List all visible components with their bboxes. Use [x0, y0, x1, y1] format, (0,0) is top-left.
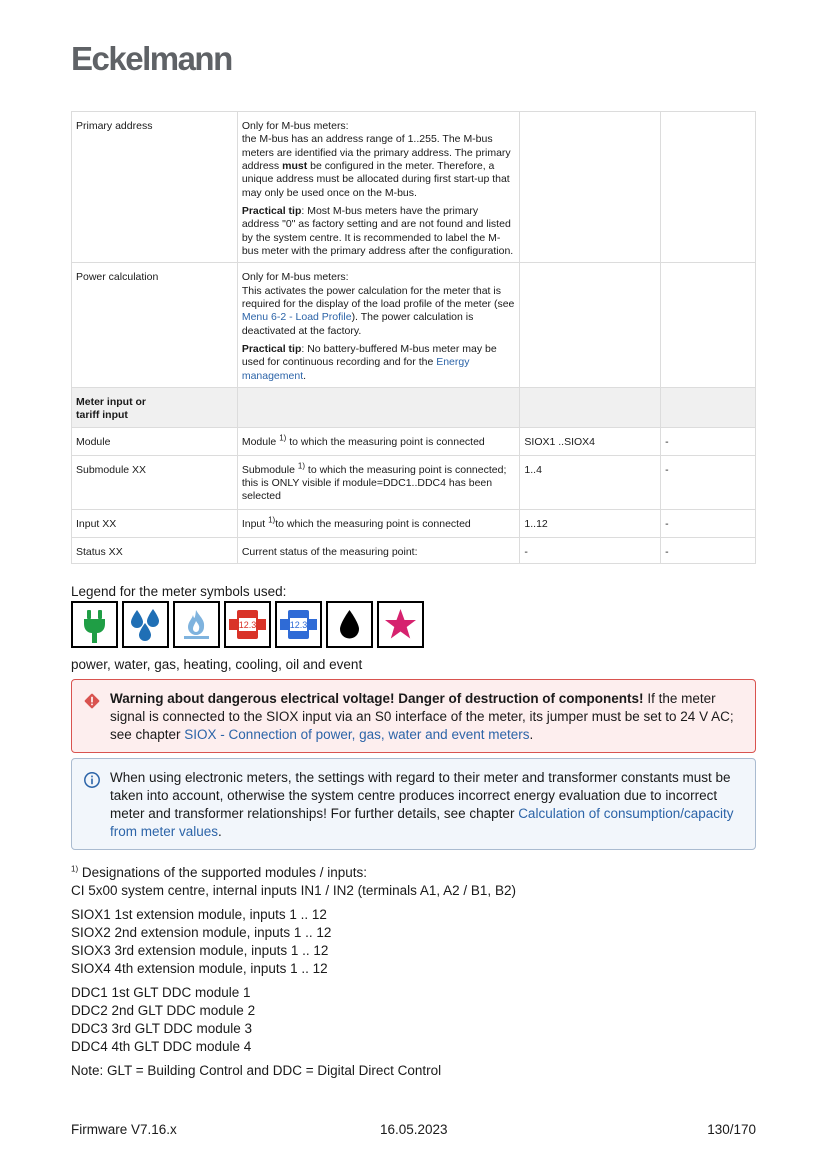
water-drops-icon	[122, 601, 169, 648]
footnote-ci-line: CI 5x00 system centre, internal inputs IN1 / IN2 (terminals A1, A2 / B1, B2)	[71, 882, 516, 898]
warning-callout: Warning about dangerous electrical voltage! Danger of destruction of components! If the meter signal is connected to the SIOX input via an S0 interface of the meter, its jumper must be set to 24 V AC; see chapter SIOX - Connection of power, gas, water and event meters.	[71, 679, 756, 753]
legend-names: power, water, gas, heating, cooling, oil and event	[71, 657, 363, 672]
warning-icon	[83, 692, 101, 710]
section-row	[72, 387, 756, 427]
ddc-list: DDC1 1st GLT DDC module 1 DDC2 2nd GLT DDC module 2 DDC3 3rd GLT DDC module 3 DDC4 4th GLT DDC module 4	[71, 984, 256, 1054]
param-name: Input XX	[72, 509, 238, 537]
param-default	[661, 263, 756, 388]
event-star-icon	[377, 601, 424, 648]
desc-intro: Only for M-bus meters:	[241, 120, 349, 132]
cooling-meter-icon	[275, 601, 322, 648]
section-title: Meter input or tariff input	[72, 387, 238, 427]
siox-connection-link[interactable]: SIOX - Connection of power, gas, water and event meters	[184, 726, 530, 742]
param-default	[661, 112, 756, 263]
footnote-heading: Designations of the supported modules / inputs:	[78, 865, 368, 880]
desc-text: the M-bus has an address range of 1..255. The M-bus meters are identified via the primary address. The primary address	[241, 133, 511, 172]
param-description	[237, 263, 520, 388]
param-description: Module $^{1)}$ to which the measuring point is connected	[237, 427, 520, 455]
tip-end: .	[303, 369, 307, 382]
eckelmann-logo: Eckelmann	[71, 40, 232, 77]
param-name: Status XX	[72, 537, 238, 563]
table-row	[72, 537, 756, 563]
footer-date: 16.05.2023	[380, 1122, 448, 1137]
param-name: Primary address	[72, 112, 238, 263]
param-default: -	[661, 537, 756, 563]
parameter-table	[71, 111, 756, 564]
param-description	[237, 112, 520, 263]
info-callout: When using electronic meters, the settings with regard to their meter and transformer constants must be taken into account, otherwise the system centre produces incorrect energy evaluation due to incorrect meter and transformer relationships! For further details, see chapter Calculation of consumption/capacity from meter values.	[71, 758, 756, 850]
param-name: Module	[72, 427, 238, 455]
param-description: Current status of the measuring point:	[237, 537, 520, 563]
footnote-marker: 1)	[71, 864, 79, 874]
footnote-ref: 1)	[297, 461, 305, 471]
desc-text: be configured in the meter. Therefore, a unique address must be allocated during first start-up that may only be used once on the M-bus.	[241, 159, 510, 199]
param-default: -	[661, 509, 756, 537]
param-name: Submodule XX	[72, 455, 238, 509]
energy-management-link[interactable]: Energy management	[241, 356, 470, 382]
table-row	[72, 112, 756, 263]
calculation-consumption-link[interactable]: Calculation of consumption/capacity from meter values	[110, 805, 734, 839]
meter-symbol-legend	[71, 601, 424, 648]
param-range: 1..4	[520, 455, 661, 509]
tip-text: : No battery-buffered M-bus meter may be used for continuous recording and for the	[241, 342, 497, 369]
table-row	[72, 455, 756, 509]
param-range: SIOX1 ..SIOX4	[520, 427, 661, 455]
footer-firmware: Firmware V7.16.x	[71, 1122, 177, 1137]
param-default: -	[661, 455, 756, 509]
meter-digits: 12.3	[238, 620, 257, 630]
meter-digits: 12.3	[289, 620, 308, 630]
info-text: When using electronic meters, the settings with regard to their meter and transformer constants must be taken into account, otherwise the system centre produces incorrect energy evaluation due to incorrect meter and transformer relationships! For further details, see chapter	[110, 770, 731, 821]
legend-title: Legend for the meter symbols used:	[71, 584, 287, 599]
abbreviation-note: Note: GLT = Building Control and DDC = Digital Direct Control	[71, 1062, 442, 1078]
param-description: Input $^{1)}$to which the measuring point is connected	[237, 509, 520, 537]
param-default: -	[661, 427, 756, 455]
load-profile-link[interactable]: Menu 6-2 - Load Profile	[241, 311, 352, 324]
heating-meter-icon	[224, 601, 271, 648]
desc-text: ). The power calculation is deactivated at the factory.	[241, 311, 474, 337]
warning-title: Warning about dangerous electrical voltage! Danger of destruction of components!	[110, 691, 644, 706]
tip-text: : Most M-bus meters have the primary address "0" as factory setting and are not found and listed by the system centre. It is recommended to label the M-bus meter with the primary address after the configuration.	[241, 204, 514, 257]
footnote-ref: 1)	[279, 433, 287, 443]
info-icon	[83, 771, 101, 789]
power-plug-icon	[71, 601, 118, 648]
param-range	[520, 112, 661, 263]
table-row	[72, 263, 756, 388]
footnotes	[71, 864, 756, 1085]
siox-list: SIOX1 1st extension module, inputs 1 .. 12 SIOX2 2nd extension module, inputs 1 .. 12 SIOX3 3rd extension module, inputs 1 .. 12 SIOX4 4th extension module, inputs 1 .. 12	[71, 906, 332, 976]
tip-label: Practical tip	[241, 204, 302, 217]
desc-intro: Only for M-bus meters:	[241, 271, 349, 284]
table-row	[72, 509, 756, 537]
tip-label: Practical tip	[241, 342, 302, 355]
footer-page-number: 130/170	[707, 1122, 756, 1137]
table-row	[72, 427, 756, 455]
param-range: -	[520, 537, 661, 563]
gas-flame-icon	[173, 601, 220, 648]
desc-text: This activates the power calculation for the meter that is required for the display of the load profile of the meter (see	[241, 284, 515, 310]
param-name: Power calculation	[72, 263, 238, 388]
oil-drop-icon	[326, 601, 373, 648]
warning-text: If the meter signal is connected to the SIOX input via an S0 interface of the meter, its jumper must be set to 24 V AC; see chapter	[110, 691, 734, 742]
param-range: 1..12	[520, 509, 661, 537]
param-description: Submodule $^{1)}$ to which the measuring point is connected; this is ONLY visible if module=DDC1..DDC4 has been selected	[237, 455, 520, 509]
footnote-ref: 1)	[268, 515, 276, 525]
desc-emphasis: must	[282, 159, 308, 172]
param-range	[520, 263, 661, 388]
